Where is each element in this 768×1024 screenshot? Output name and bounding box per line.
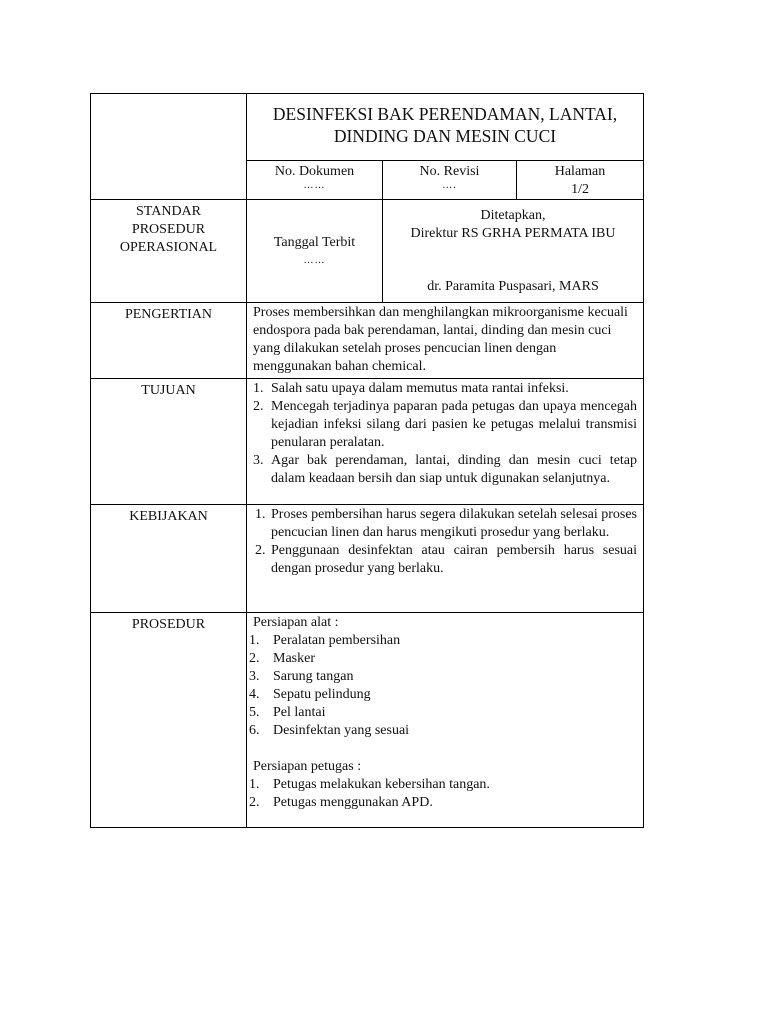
standar-line-1: STANDAR (136, 204, 201, 219)
list-item-number: 3. (253, 453, 264, 468)
tanggal-terbit-label: Tanggal Terbit (273, 235, 356, 250)
list-item-text: Sarung tangan (273, 669, 354, 684)
list-item (249, 668, 637, 686)
tujuan-content (247, 379, 644, 505)
list-item-text: Agar bak perendaman, lantai, dinding dan mesin cuci tetap dalam keadaan bersih dan siap untuk digunakan selanjutnya. (271, 453, 638, 486)
document-title (247, 94, 644, 161)
list-item-number: 3. (249, 669, 260, 684)
list-item-number: 1. (249, 777, 260, 792)
no-dokumen-cell (247, 161, 383, 200)
kebijakan-label: KEBIJAKAN (91, 505, 247, 613)
list-item-number: 2. (249, 795, 260, 810)
list-item (249, 686, 637, 704)
no-revisi-cell (383, 161, 517, 200)
list-item-number: 2. (249, 651, 260, 666)
list-item (253, 380, 637, 398)
list-item-number: 1. (249, 633, 260, 648)
list-item-text: Petugas melakukan kebersihan tangan. (273, 777, 490, 792)
list-item-text: Masker (273, 651, 315, 666)
sop-table (90, 93, 644, 828)
kebijakan-content (247, 505, 644, 613)
standar-prosedur-label (91, 200, 247, 303)
list-item-number: 2. (255, 543, 266, 558)
pengertian-label: PENGERTIAN (91, 303, 247, 379)
list-item (249, 650, 637, 668)
no-revisi-value: …. (442, 180, 457, 191)
list-item (249, 776, 637, 794)
no-dokumen-label: No. Dokumen (274, 164, 355, 179)
no-dokumen-value: …… (303, 180, 326, 191)
list-item-number: 6. (249, 723, 260, 738)
list-item-number: 1. (255, 507, 266, 522)
ditetapkan-text: Ditetapkan, (480, 208, 546, 223)
list-item-text: Petugas menggunakan APD. (273, 795, 433, 810)
list-item-text: Sepatu pelindung (273, 687, 371, 702)
list-item-text: Penggunaan desinfektan atau cairan pembersih harus sesuai dengan prosedur yang berlaku. (271, 543, 638, 576)
persiapan-petugas-heading: Persiapan petugas : (253, 759, 362, 774)
halaman-label: Halaman (554, 164, 606, 179)
direktur-text: Direktur RS GRHA PERMATA IBU (410, 226, 616, 241)
list-item (253, 542, 637, 578)
tujuan-list (253, 380, 637, 488)
tujuan-label: TUJUAN (91, 379, 247, 505)
list-item-text: Pel lantai (273, 705, 326, 720)
list-item-text: Proses pembersihan harus segera dilakukan setelah selesai proses pencucian linen dan harus mengikuti prosedur yang berlaku. (271, 507, 638, 540)
standar-line-2: PROSEDUR (131, 222, 206, 237)
list-item-text: Salah satu upaya dalam memutus mata rantai infeksi. (271, 381, 569, 396)
list-item-text: Mencegah terjadinya paparan pada petugas dan upaya mencegah kejadian infeksi silang dari pasien ke petugas melalui transmisi penularan peralatan. (271, 399, 638, 450)
persiapan-alat-list (249, 632, 637, 740)
title-line-2: DINDING DAN MESIN CUCI (333, 126, 557, 146)
list-item (253, 506, 637, 542)
tanggal-terbit-cell (247, 200, 383, 303)
standar-line-3: OPERASIONAL (119, 240, 218, 255)
list-item-text: Desinfektan yang sesuai (273, 723, 410, 738)
halaman-cell (517, 161, 644, 200)
logo-cell (91, 94, 247, 200)
list-item-text: Peralatan pembersihan (273, 633, 401, 648)
list-item (249, 704, 637, 722)
tanggal-terbit-value: …… (303, 255, 326, 266)
list-item (249, 722, 637, 740)
persiapan-alat-heading: Persiapan alat : (253, 615, 339, 630)
list-item-number: 4. (249, 687, 260, 702)
prosedur-label: PROSEDUR (91, 613, 247, 828)
halaman-value: 1/2 (571, 182, 589, 197)
pengertian-text: Proses membersihkan dan menghilangkan mikroorganisme kecuali endospora pada bak perendaman, lantai, dinding dan mesin cuci yang dilakukan setelah proses pencucian linen dengan menggunakan bahan chemical. (247, 303, 644, 379)
penetapan-cell (383, 200, 644, 303)
prosedur-content (247, 613, 644, 828)
list-item-number: 2. (253, 399, 264, 414)
kebijakan-list (253, 506, 637, 578)
list-item-number: 1. (253, 381, 264, 396)
title-line-1: DESINFEKSI BAK PERENDAMAN, LANTAI, (272, 104, 618, 124)
list-item (249, 794, 637, 812)
persiapan-petugas-list (249, 776, 637, 812)
list-item-number: 5. (249, 705, 260, 720)
no-revisi-label: No. Revisi (419, 164, 480, 179)
list-item (253, 452, 637, 488)
list-item (253, 398, 637, 452)
list-item (249, 632, 637, 650)
signatory-name: dr. Paramita Puspasari, MARS (427, 279, 599, 294)
